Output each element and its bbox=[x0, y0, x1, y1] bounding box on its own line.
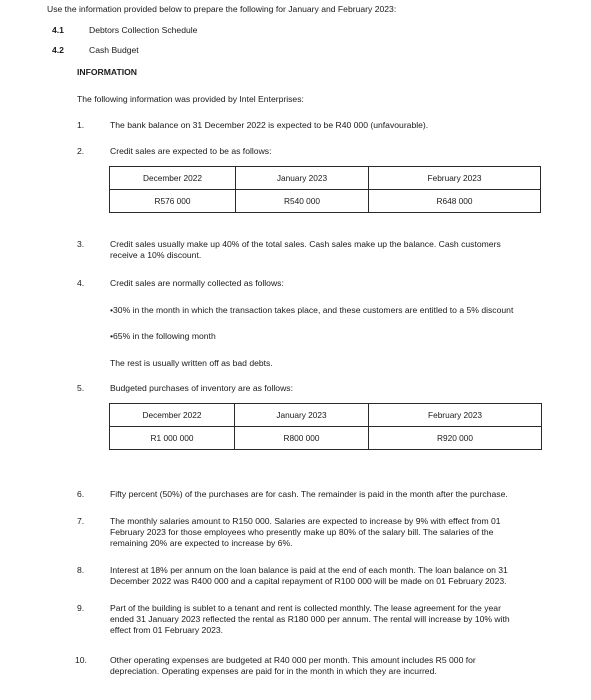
bullet-text: 30% in the month in which the transaction takes place, and these customers are entitled to a 5% discount bbox=[113, 305, 514, 315]
intro-text: Use the information provided below to prepare the following for January and February 2023: bbox=[47, 4, 397, 14]
item-text bbox=[110, 516, 560, 548]
task-label: Cash Budget bbox=[89, 45, 139, 55]
bullet-icon: • bbox=[110, 305, 114, 315]
bullet-item bbox=[110, 305, 513, 315]
item-line: December 2022 was R400 000 and a capital repayment of R100 000 will be made on 01 February 2023. bbox=[110, 575, 507, 586]
item-line: The monthly salaries amount to R150 000. Salaries are expected to increase by 9% with effect from 01 bbox=[110, 516, 501, 526]
item-text bbox=[110, 655, 560, 677]
item-line: effect from 01 February 2023. bbox=[110, 624, 224, 635]
item-number: 3. bbox=[77, 239, 85, 249]
item-number: 1. bbox=[77, 120, 85, 130]
item-text bbox=[110, 565, 560, 587]
table-cell: R1 000 000 bbox=[110, 427, 235, 450]
item-line: receive a 10% discount. bbox=[110, 249, 202, 260]
item-line: remaining 20% are expected to increase by 6%. bbox=[110, 537, 293, 548]
table-cell: R920 000 bbox=[369, 427, 542, 450]
item-line: ended 31 January 2023 reflected the rental as R180 000 per annum. The rental will increase by 10% with bbox=[110, 613, 510, 624]
item-number: 6. bbox=[77, 489, 85, 499]
item-text: The bank balance on 31 December 2022 is expected to be R40 000 (unfavourable). bbox=[110, 120, 429, 130]
item-number: 10. bbox=[75, 655, 87, 665]
item-line: Part of the building is sublet to a tenant and rent is collected monthly. The lease agreement for the year bbox=[110, 603, 501, 613]
item-text: Fifty percent (50%) of the purchases are for cash. The remainder is paid in the month after the purchase. bbox=[110, 489, 508, 499]
item-number: 7. bbox=[77, 516, 85, 526]
bullet-text: 65% in the following month bbox=[113, 331, 216, 341]
item-number: 4. bbox=[77, 278, 85, 288]
bullet-item bbox=[110, 331, 216, 341]
item-text bbox=[110, 603, 560, 635]
info-intro: The following information was provided by Intel Enterprises: bbox=[77, 94, 304, 104]
item-number: 8. bbox=[77, 565, 85, 575]
item-text: The rest is usually written off as bad debts. bbox=[110, 358, 273, 368]
item-line: Credit sales usually make up 40% of the total sales. Cash sales make up the balance. Cash customers bbox=[110, 239, 501, 249]
item-text: Credit sales are normally collected as follows: bbox=[110, 278, 284, 288]
item-text: Credit sales are expected to be as follows: bbox=[110, 146, 272, 156]
table-header: January 2023 bbox=[236, 167, 369, 190]
table-cell: R540 000 bbox=[236, 190, 369, 213]
table-cell: R576 000 bbox=[110, 190, 236, 213]
item-line: February 2023 for those employees who presently make up 80% of the salary bill. The salaries of the bbox=[110, 526, 494, 537]
item-line: depreciation. Operating expenses are paid for in the month in which they are incurred. bbox=[110, 665, 437, 676]
task-label: Debtors Collection Schedule bbox=[89, 25, 198, 35]
task-number: 4.2 bbox=[52, 45, 64, 55]
task-number: 4.1 bbox=[52, 25, 64, 35]
table-header: January 2023 bbox=[235, 404, 369, 427]
item-number: 5. bbox=[77, 383, 85, 393]
bullet-icon: • bbox=[110, 331, 114, 341]
info-heading: INFORMATION bbox=[77, 67, 137, 77]
item-line: Interest at 18% per annum on the loan balance is paid at the end of each month. The loan balance on 31 bbox=[110, 565, 508, 575]
table-header: December 2022 bbox=[110, 404, 235, 427]
table-header: February 2023 bbox=[369, 404, 542, 427]
credit-sales-table bbox=[109, 166, 541, 213]
item-text: Budgeted purchases of inventory are as follows: bbox=[110, 383, 293, 393]
table-header: December 2022 bbox=[110, 167, 236, 190]
table-header: February 2023 bbox=[369, 167, 541, 190]
purchases-table bbox=[109, 403, 542, 450]
table-cell: R800 000 bbox=[235, 427, 369, 450]
item-line: Other operating expenses are budgeted at R40 000 per month. This amount includes R5 000 for bbox=[110, 655, 476, 665]
item-number: 9. bbox=[77, 603, 85, 613]
item-text bbox=[110, 239, 550, 261]
table-cell: R648 000 bbox=[369, 190, 541, 213]
item-number: 2. bbox=[77, 146, 85, 156]
